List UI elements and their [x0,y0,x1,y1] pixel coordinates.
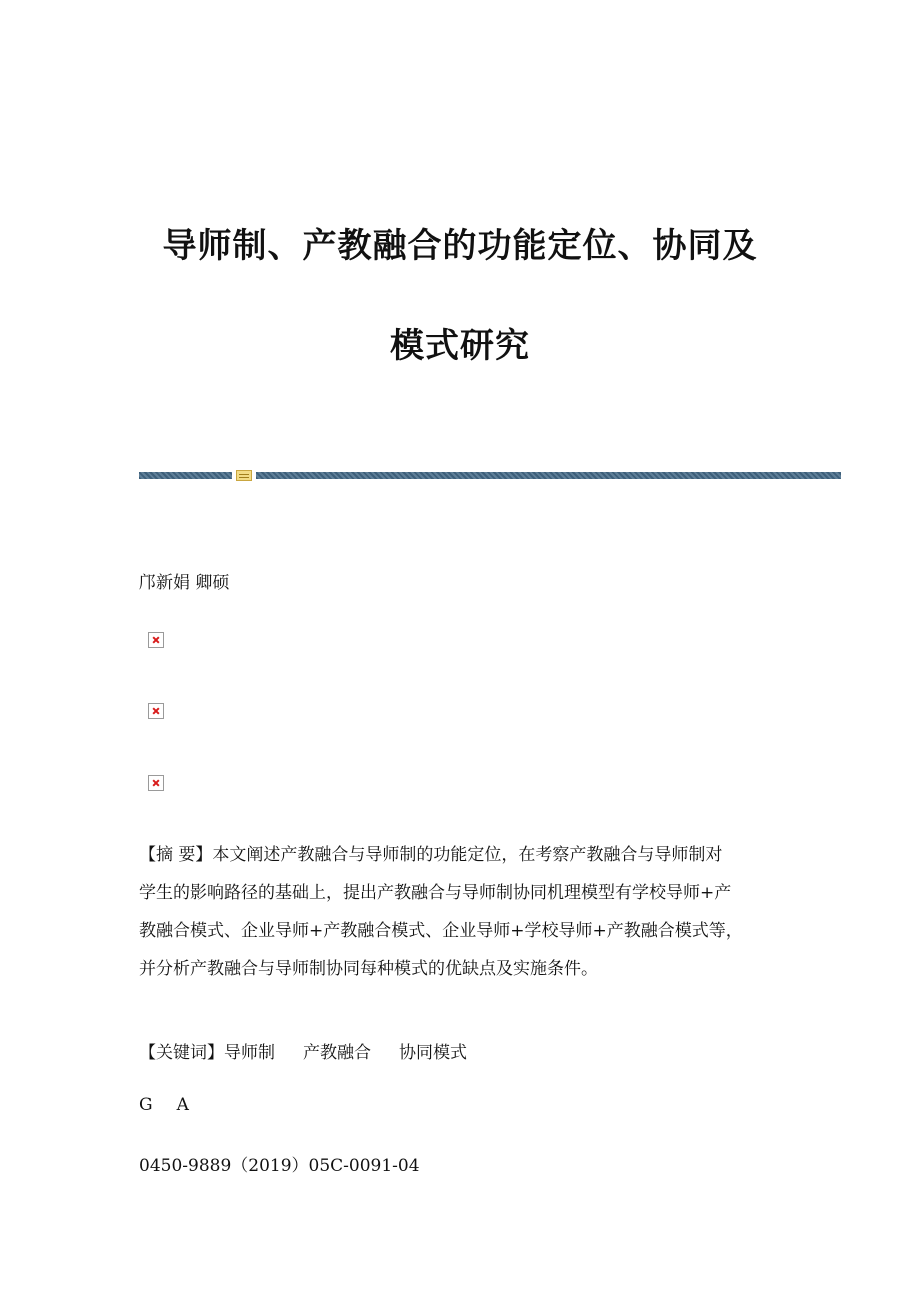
abstract-label: 【摘 要】 [139,845,213,865]
title-divider [139,470,841,481]
document-title-line-2: 模式研究 [390,326,530,366]
classification-code-2: A [176,1095,189,1115]
document-title-line-1: 导师制、产教融合的功能定位、协同及 [162,226,758,266]
abstract [139,836,789,988]
document-number: 0450-9889（2019）05C-0091-04 [139,1156,420,1176]
keyword-item: 导师制 [224,1043,275,1063]
keywords-label: 【关键词】 [139,1043,224,1063]
abstract-line-4: 并分析产教融合与导师制协同每种模式的优缺点及实施条件。 [139,959,598,979]
authors: 邝新娟 卿硕 [139,573,230,593]
broken-image-icon [148,775,164,791]
divider-bar-right [256,472,841,479]
keyword-item: 产教融合 [303,1043,371,1063]
divider-ornament-icon [236,470,252,481]
classification-code-1: G [139,1095,153,1115]
classification-codes [139,1095,189,1115]
broken-image-icon [148,703,164,719]
divider-bar-left [139,472,232,479]
abstract-text: 本文阐述产教融合与导师制的功能定位，在考察产教融合与导师制对 [212,845,723,865]
broken-image-icon [148,632,164,648]
abstract-line-2: 学生的影响路径的基础上，提出产教融合与导师制协同机理模型有学校导师+产 [139,883,732,903]
keywords [139,1038,467,1063]
keyword-item: 协同模式 [399,1043,467,1063]
abstract-line-3: 教融合模式、企业导师+产教融合模式、企业导师+学校导师+产教融合模式等， [139,921,743,941]
abstract-line-1 [139,836,789,874]
